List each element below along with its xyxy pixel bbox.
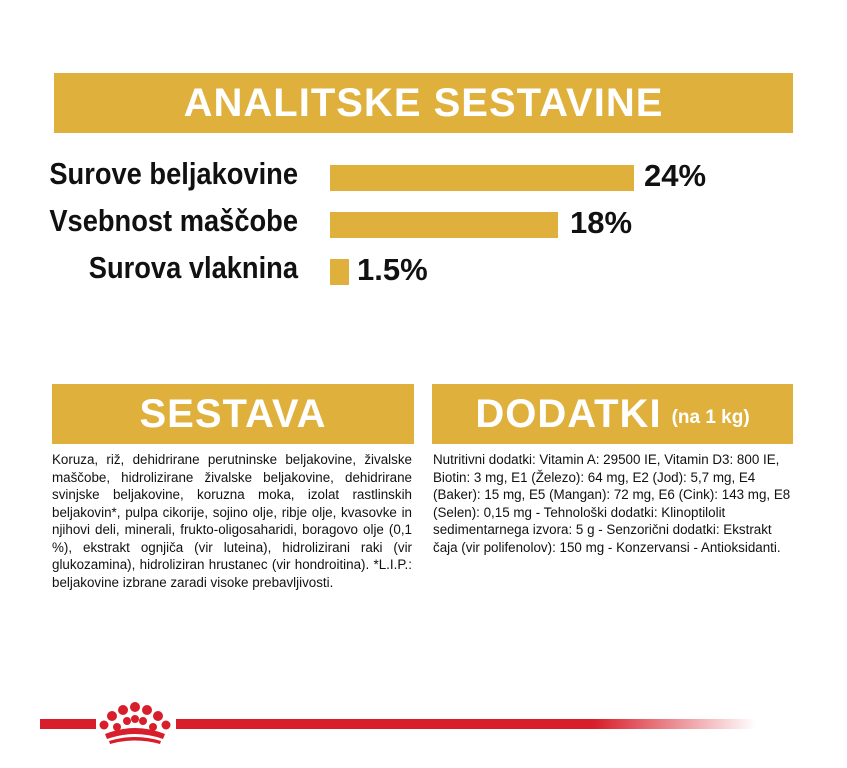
- dodatki-title: DODATKI: [475, 391, 662, 436]
- analytics-title: ANALITSKE SESTAVINE: [183, 80, 664, 125]
- royal-canin-crown-icon: [97, 700, 173, 746]
- metric-bar-fiber: [330, 259, 349, 285]
- metric-value-fat: 18%: [570, 205, 633, 240]
- analytics-title-banner: [54, 73, 793, 133]
- footer-red-line-left: [40, 719, 96, 729]
- metric-label-fiber: Surova vlaknina: [88, 250, 298, 285]
- metric-value-protein: 24%: [644, 158, 707, 193]
- dodatki-text: Nutritivni dodatki: Vitamin A: 29500 IE, Vitamin D3: 800 IE, Biotin: 3 mg, E1 (Železo): 64 mg, E2 (Jod): 5,7 mg, E4 (Baker): 15 mg, E5 (Mangan): 72 mg, E6 (Cink): 143 mg, E8 (Selen): 0,15 mg - Tehnološki dodatki: Klinoptilolit sedimentarnega izvora: 5 g - Senzorični dodatki: Ekstrakt čaja (vir polifenolov): 150 mg - Konzervansi - Antioksidanti.: [433, 452, 791, 555]
- metric-bar-protein: [330, 165, 634, 191]
- metric-value-fiber: 1.5%: [357, 252, 428, 287]
- metric-label-fat: Vsebnost maščobe: [49, 203, 299, 238]
- metric-bar-fat: [330, 212, 558, 238]
- footer-red-line-right: [176, 719, 756, 729]
- dodatki-subtitle: (na 1 kg): [671, 407, 750, 428]
- sestava-banner: [52, 384, 414, 444]
- sestava-text: Koruza, riž, dehidrirane perutninske beljakovine, živalske maščobe, hidrolizirane živalske beljakovine, dehidrirane svinjske beljakovine, koruzna moka, izolat rastlinskih beljakovin*, pulpa cikorije, sojino olje, ribje olje, kvasovke in njihovi deli, minerali, frukto-oligosaharidi, boragovo olje (0,1 %), ekstrakt ognjiča (vir luteina), hidrolizirani raki (vir glukozamina), hidroliziran hrustanec (vir hondroitina). *L.I.P.: beljakovine izbrane zaradi visoke prebavljivosti.: [52, 452, 412, 590]
- metric-label-protein: Surove beljakovine: [49, 156, 298, 191]
- sestava-title: SESTAVA: [139, 391, 327, 436]
- dodatki-banner: [432, 384, 793, 444]
